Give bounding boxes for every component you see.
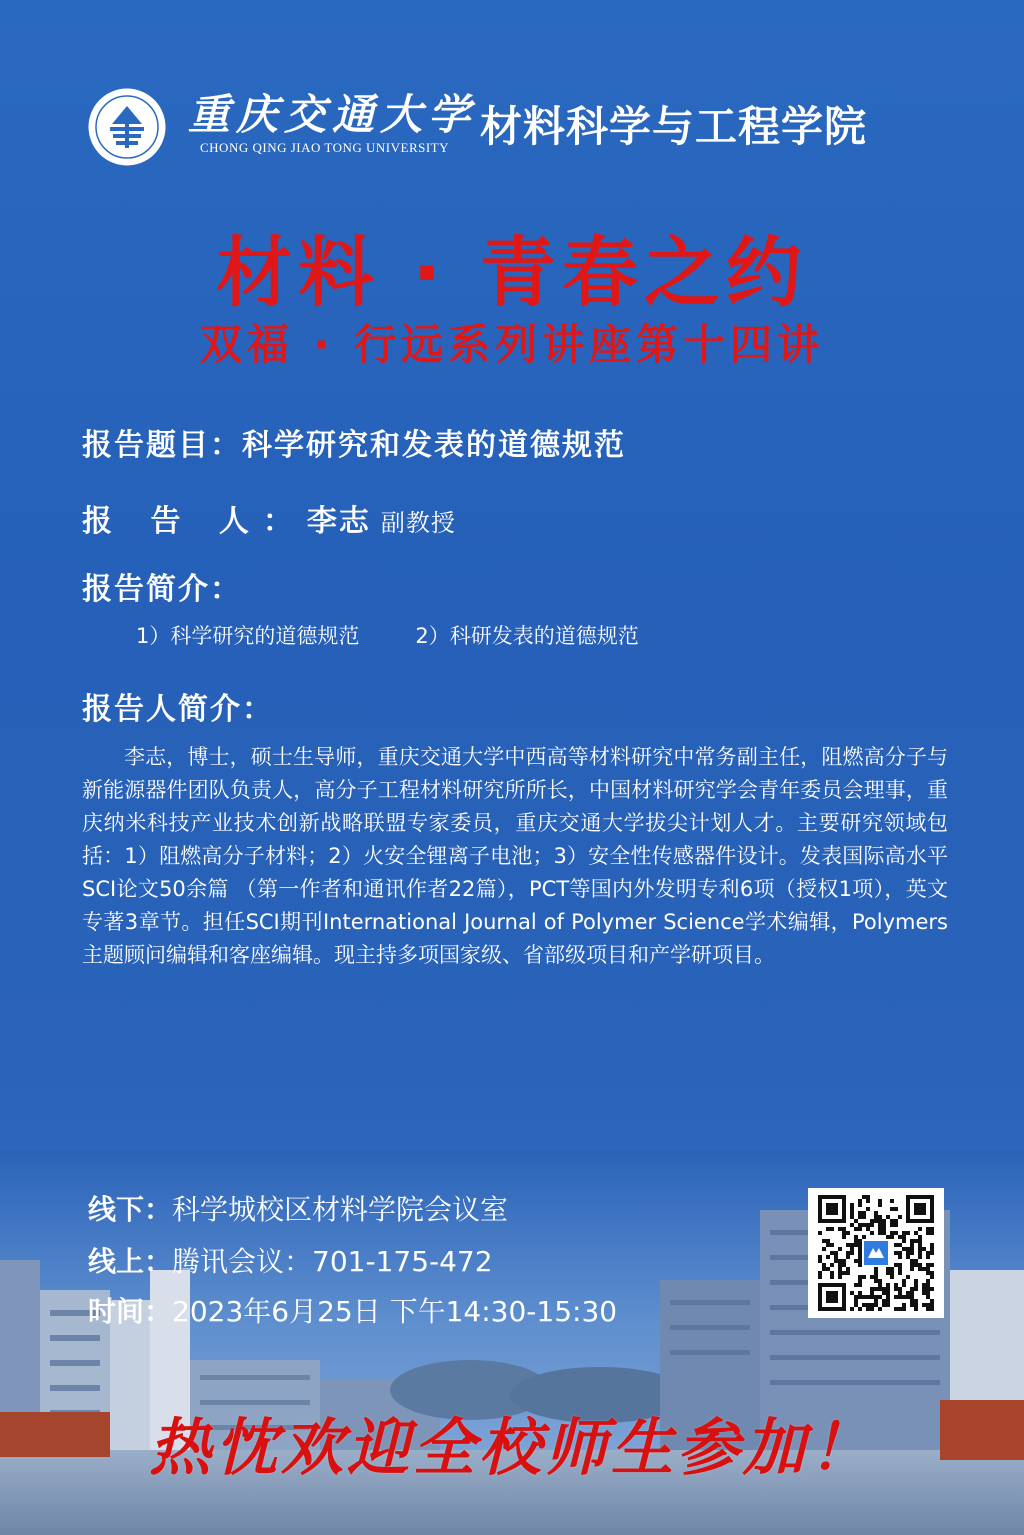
main-title: 材料 · 青春之约 bbox=[216, 228, 808, 317]
school-name: 材料科学与工程学院 bbox=[480, 102, 868, 151]
university-name-en: CHONG QING JIAO TONG UNIVERSITY bbox=[200, 140, 450, 155]
online-label: 线上： bbox=[88, 1245, 173, 1278]
university-name-cn: 重庆交通大学 bbox=[188, 90, 477, 139]
summary-label: 报告简介： bbox=[82, 572, 242, 607]
time-value: 2023年6月25日 下午14:30-15:30 bbox=[172, 1295, 618, 1328]
meeting-qr-code-icon[interactable] bbox=[808, 1188, 944, 1318]
summary-items bbox=[136, 620, 639, 650]
speaker-row bbox=[82, 496, 456, 540]
bio-label: 报告人简介： bbox=[82, 692, 274, 727]
online-value: 腾讯会议：701-175-472 bbox=[172, 1245, 493, 1278]
offline-label: 线下： bbox=[88, 1193, 173, 1226]
offline-location-row bbox=[88, 1188, 508, 1228]
welcome-banner: 热忱欢迎全校师生参加！ bbox=[148, 1411, 875, 1484]
university-emblem-icon bbox=[86, 86, 168, 168]
topic-label: 报告题目： bbox=[82, 428, 242, 463]
speaker-name: 李志 bbox=[306, 504, 371, 539]
offline-value: 科学城校区材料学院会议室 bbox=[172, 1193, 509, 1226]
speaker-label: 报 告 人： bbox=[82, 504, 307, 539]
online-meeting-row bbox=[88, 1240, 493, 1280]
time-row bbox=[88, 1290, 617, 1330]
sub-title: 双福 · 行远系列讲座第十四讲 bbox=[199, 320, 825, 369]
topic-value: 科学研究和发表的道德规范 bbox=[242, 428, 626, 463]
time-label: 时间： bbox=[88, 1295, 173, 1328]
speaker-bio: 李志，博士，硕士生导师，重庆交通大学中西高等材料研究中常务副主任，阻燃高分子与新能源器件团队负责人，高分子工程材料研究所所长，中国材料研究学会青年委员会理事，重庆纳米科技产业技术创新战略联盟专家委员，重庆交通大学拔尖计划人才。主要研究领域包括：1）阻燃高分子材料；2）火安全锂离子电池；3）安全性传感器件设计。发表国际高水平SCI论文50余篇 （第一作者和通讯作者22篇），PCT等国内外发明专利6项（授权1项），英文专著3章节。担任SCI期刊International Journal of Polymer Science学术编辑，Polymers主题顾问编辑和客座编辑。现主持多项国家级、省部级项目和产学研项目。 bbox=[82, 745, 948, 967]
summary-item: 2）科研发表的道德规范 bbox=[415, 624, 639, 648]
summary-item: 1）科学研究的道德规范 bbox=[136, 624, 360, 648]
topic-row bbox=[82, 420, 626, 464]
speaker-title: 副教授 bbox=[380, 509, 456, 537]
